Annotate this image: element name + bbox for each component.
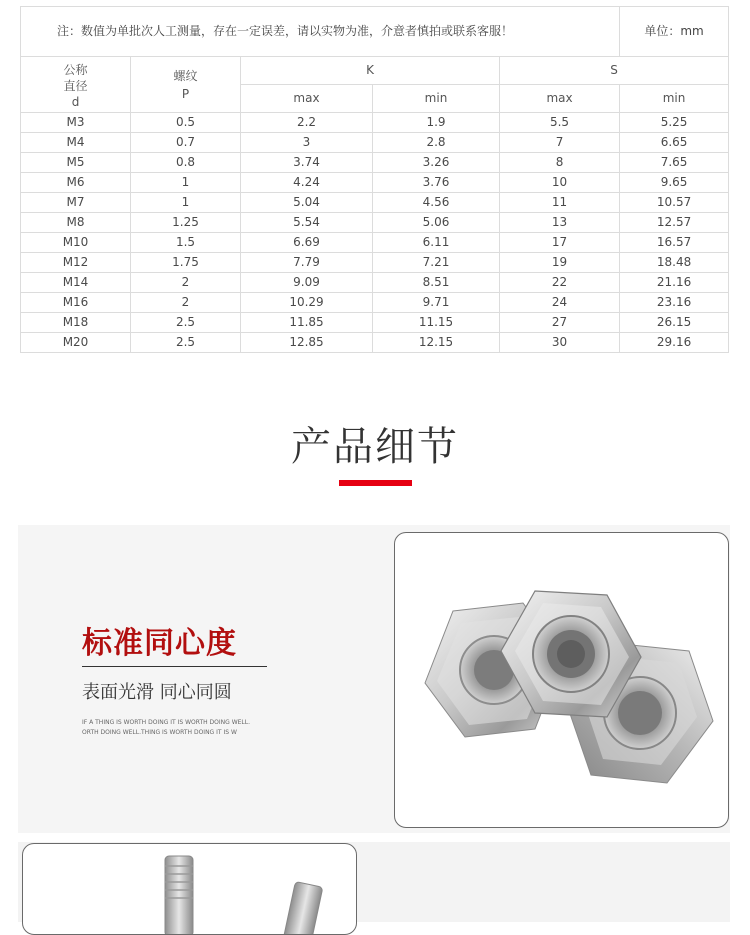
cell-k-max: 3.74 [241,153,373,173]
cell-k-max: 7.79 [241,253,373,273]
spec-table [20,6,729,353]
cell-s-max: 30 [500,333,620,353]
cell-k-max: 9.09 [241,273,373,293]
cell-d: M14 [21,273,131,293]
cell-p: 2.5 [131,313,241,333]
feature-slogan-line2: ORTH DOING WELL.THING IS WORTH DOING IT IS W [82,729,237,736]
section-title-underline [339,480,412,486]
table-row [21,253,729,273]
cell-d: M8 [21,213,131,233]
bolt-right [283,882,323,934]
table-note-row [21,7,729,57]
cell-p: 1.5 [131,233,241,253]
cell-k-min: 1.9 [373,113,500,133]
cell-k-max: 5.54 [241,213,373,233]
cell-s-min: 7.65 [620,153,729,173]
cell-s-max: 10 [500,173,620,193]
header-k-max: max [241,85,373,113]
cell-k-min: 5.06 [373,213,500,233]
table-row [21,233,729,253]
cell-p: 2 [131,293,241,313]
header-pitch-line1: 螺纹 [173,69,198,83]
cell-k-max: 4.24 [241,173,373,193]
cell-s-max: 8 [500,153,620,173]
table-row [21,213,729,233]
feature-divider [82,666,267,667]
table-header-row [21,57,729,85]
cell-s-max: 7 [500,133,620,153]
cell-s-min: 10.57 [620,193,729,213]
table-note: 注：数值为单批次人工测量，存在一定误差，请以实物为准，介意者慎拍或联系客服！ [21,7,620,57]
cell-d: M5 [21,153,131,173]
feature-title: 标准同心度 [82,626,237,661]
bolt-left [165,856,193,934]
header-s: S [500,57,729,85]
table-row [21,153,729,173]
cell-d: M7 [21,193,131,213]
table-body [21,113,729,353]
cell-k-max: 10.29 [241,293,373,313]
cell-k-max: 11.85 [241,313,373,333]
bolts-photo [22,843,357,935]
cell-k-min: 2.8 [373,133,500,153]
cell-p: 1 [131,173,241,193]
cell-d: M16 [21,293,131,313]
header-pitch-line2: P [181,87,190,101]
cell-s-max: 24 [500,293,620,313]
cell-p: 0.7 [131,133,241,153]
cell-k-max: 3 [241,133,373,153]
cell-k-min: 4.56 [373,193,500,213]
table-row [21,133,729,153]
cell-k-max: 12.85 [241,333,373,353]
cell-k-min: 3.26 [373,153,500,173]
cell-k-min: 3.76 [373,173,500,193]
cell-s-min: 16.57 [620,233,729,253]
cell-d: M12 [21,253,131,273]
cell-p: 1.25 [131,213,241,233]
cell-k-min: 8.51 [373,273,500,293]
header-s-max: max [500,85,620,113]
cell-d: M18 [21,313,131,333]
cell-d: M10 [21,233,131,253]
cell-p: 1.75 [131,253,241,273]
cell-s-min: 12.57 [620,213,729,233]
cell-k-max: 2.2 [241,113,373,133]
cell-p: 0.8 [131,153,241,173]
cell-k-min: 12.15 [373,333,500,353]
cell-s-min: 29.16 [620,333,729,353]
cell-s-max: 17 [500,233,620,253]
cell-s-min: 5.25 [620,113,729,133]
header-nominal-line1: 公称 [63,62,88,77]
cell-s-max: 22 [500,273,620,293]
header-thread-pitch [131,57,241,113]
hex-nuts-photo [394,532,729,828]
cell-k-min: 11.15 [373,313,500,333]
feature-slogan [82,718,282,738]
cell-k-max: 5.04 [241,193,373,213]
hex-nuts-illustration [395,533,728,827]
feature-slogan-line1: IF A THING IS WORTH DOING IT IS WORTH DOING WELL. [82,719,251,726]
header-nominal-line2: 直径 [63,78,88,93]
cell-p: 2 [131,273,241,293]
cell-s-min: 21.16 [620,273,729,293]
cell-p: 1 [131,193,241,213]
header-s-min: min [620,85,729,113]
table-row [21,313,729,333]
bolts-illustration [23,844,356,934]
cell-s-max: 13 [500,213,620,233]
header-nominal-diameter [21,57,131,113]
cell-s-min: 26.15 [620,313,729,333]
cell-s-max: 11 [500,193,620,213]
cell-d: M20 [21,333,131,353]
cell-p: 0.5 [131,113,241,133]
cell-k-min: 7.21 [373,253,500,273]
table-row [21,273,729,293]
cell-s-min: 23.16 [620,293,729,313]
table-row [21,113,729,133]
table-row [21,193,729,213]
table-row [21,173,729,193]
cell-d: M6 [21,173,131,193]
header-k: K [241,57,500,85]
cell-k-min: 9.71 [373,293,500,313]
cell-s-min: 9.65 [620,173,729,193]
cell-s-max: 19 [500,253,620,273]
cell-s-min: 6.65 [620,133,729,153]
cell-k-min: 6.11 [373,233,500,253]
cell-s-max: 27 [500,313,620,333]
cell-p: 2.5 [131,333,241,353]
section-title: 产品细节 [291,424,459,470]
cell-s-min: 18.48 [620,253,729,273]
cell-d: M3 [21,113,131,133]
header-k-min: min [373,85,500,113]
table-row [21,333,729,353]
cell-s-max: 5.5 [500,113,620,133]
table-unit: 单位：mm [620,7,729,57]
cell-d: M4 [21,133,131,153]
cell-k-max: 6.69 [241,233,373,253]
header-nominal-line3: d [71,94,80,109]
feature-subtitle: 表面光滑 同心同圆 [82,682,232,703]
table-row [21,293,729,313]
